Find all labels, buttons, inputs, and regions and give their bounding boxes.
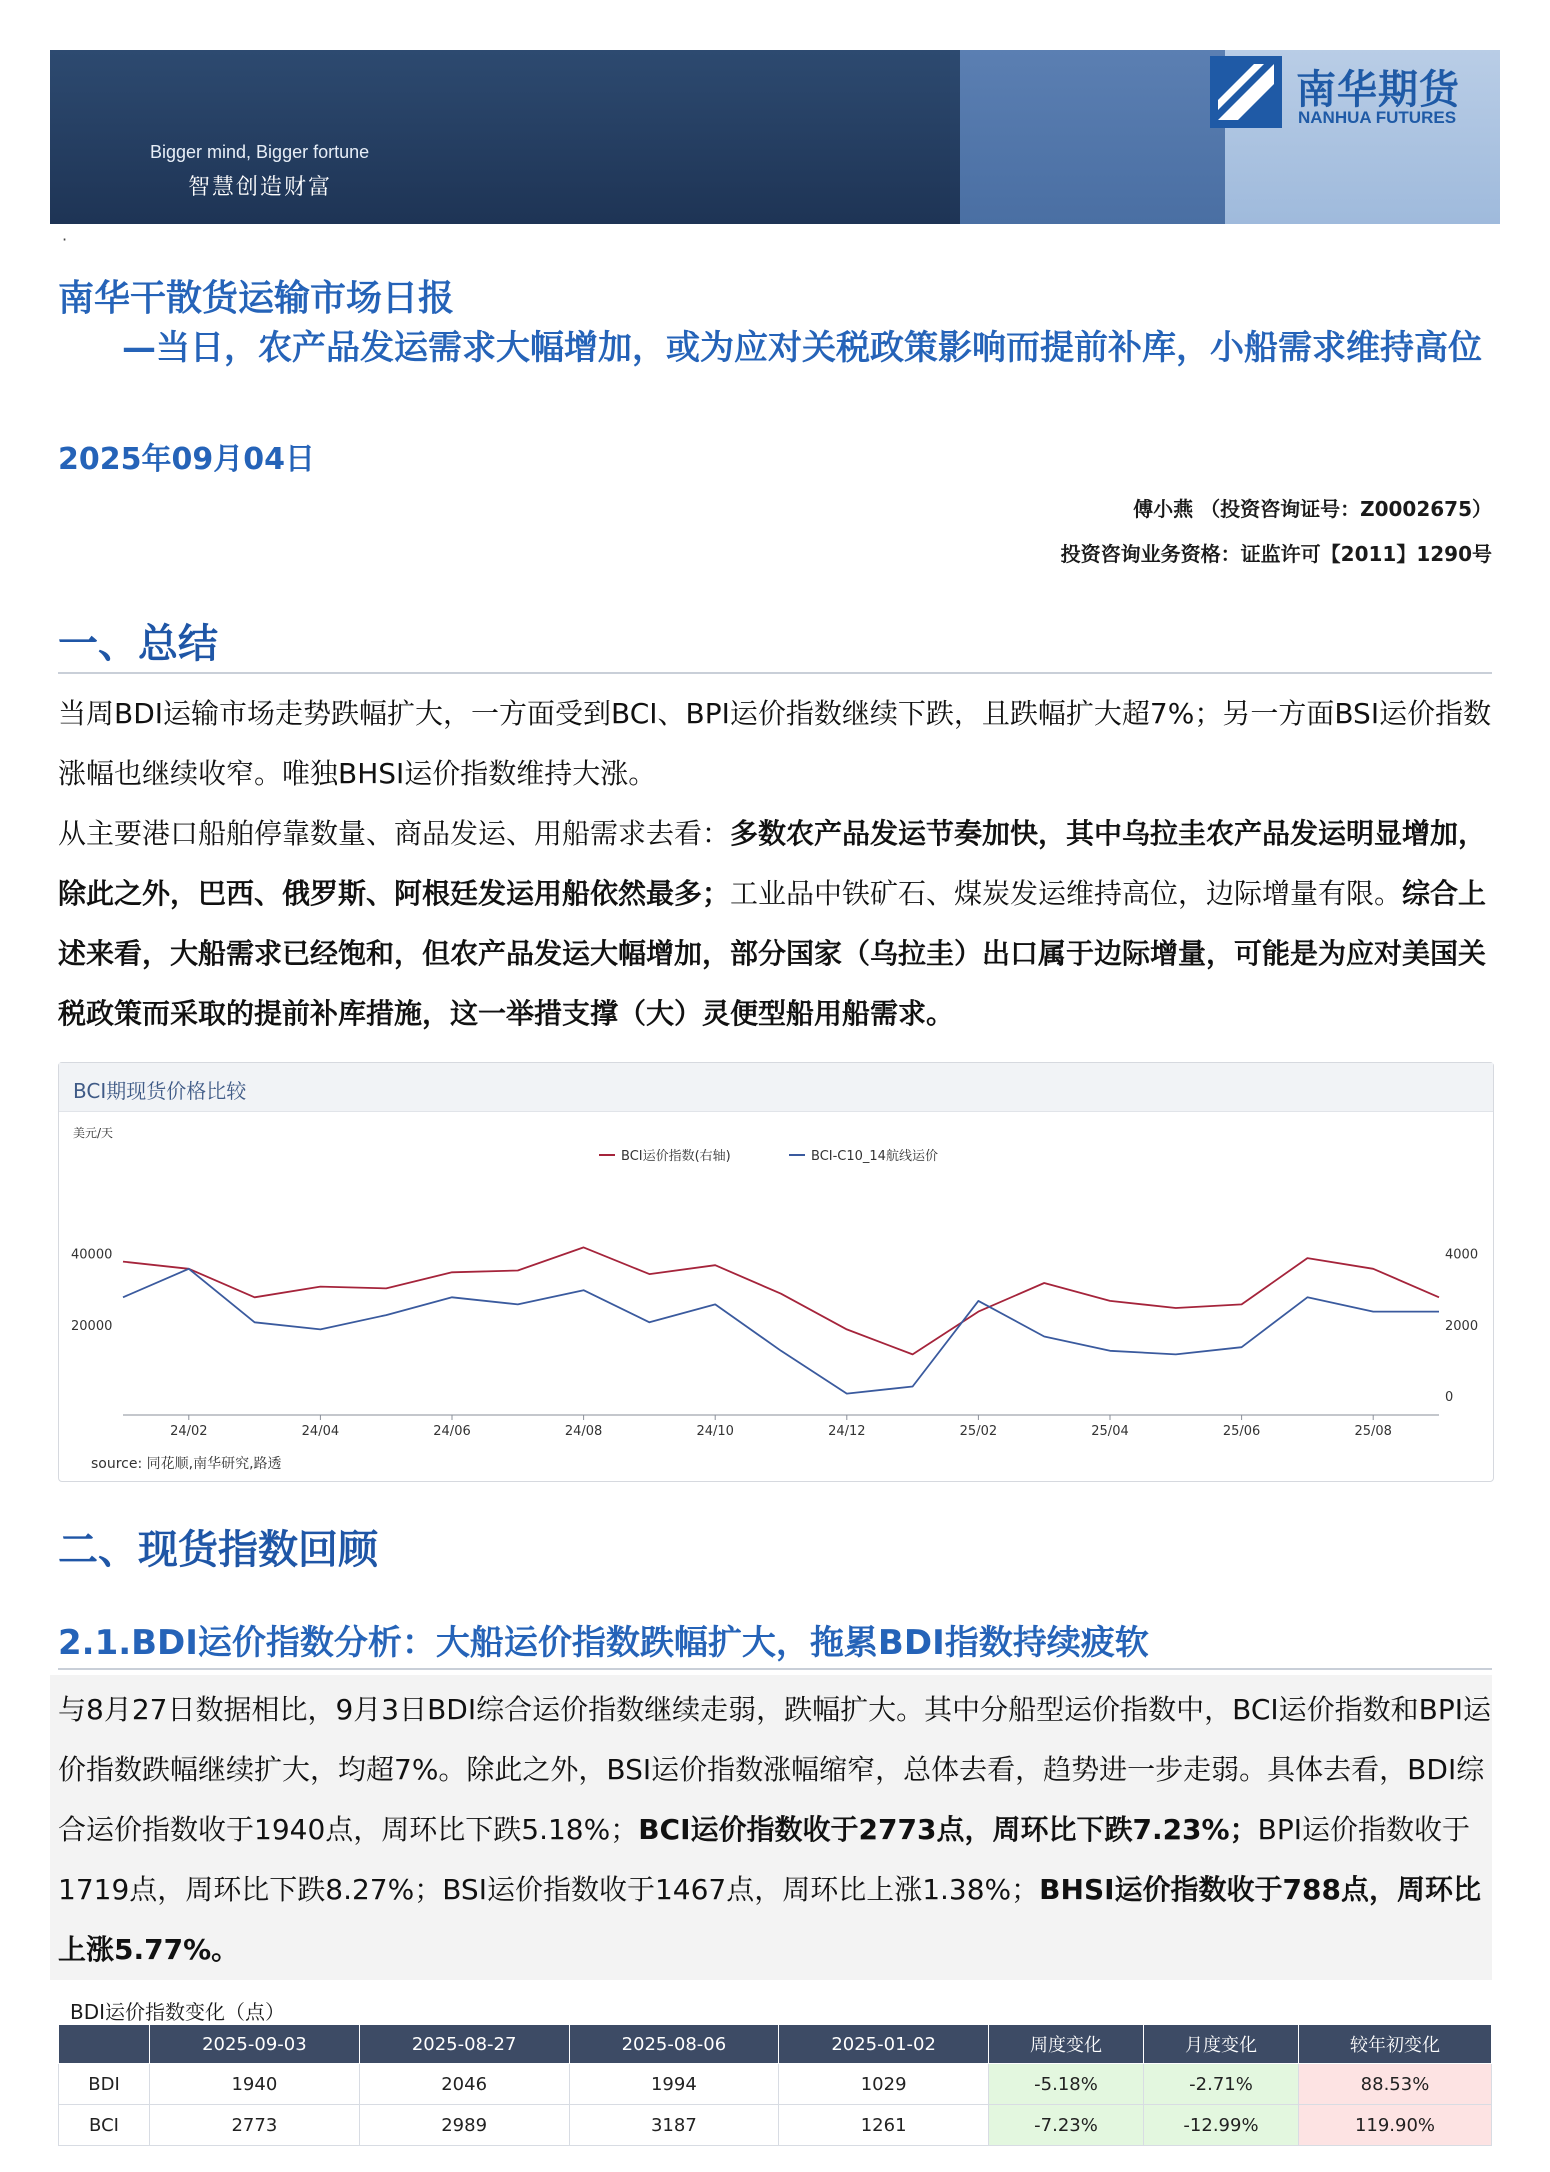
license-line: 投资咨询业务资格：证监许可【2011】1290号 xyxy=(1060,542,1492,566)
table-cell: 1029 xyxy=(779,2064,989,2105)
s2-bold2: BHSI运价指数收于788点，周环比上涨5.77%。 xyxy=(58,1873,1481,1966)
table-header-cell: 2025-08-27 xyxy=(359,2025,569,2064)
right-tick-label: 0 xyxy=(1445,1390,1454,1406)
table-header-cell: 较年初变化 xyxy=(1299,2025,1492,2064)
section1-heading: 一、总结 xyxy=(58,621,218,667)
logo-text-en: NANHUA FUTURES xyxy=(1298,108,1457,127)
table-cell-change: -5.18% xyxy=(989,2064,1144,2105)
left-tick-label: 40000 xyxy=(71,1247,113,1263)
table-cell: 1994 xyxy=(569,2064,779,2105)
table-cell: 2773 xyxy=(150,2105,360,2146)
table-cell-label: BDI xyxy=(59,2064,150,2105)
table-cell: 2989 xyxy=(359,2105,569,2146)
table-header-cell: 2025-08-06 xyxy=(569,2025,779,2064)
x-tick-label: 24/04 xyxy=(301,1424,340,1439)
table-cell-change: -12.99% xyxy=(1144,2105,1299,2146)
table-row xyxy=(59,2064,1492,2105)
section1-paragraph2 xyxy=(58,804,1498,1044)
table-header-cell xyxy=(59,2025,150,2064)
series-line-1 xyxy=(123,1269,1439,1394)
table-header-cell: 周度变化 xyxy=(989,2025,1144,2064)
company-logo xyxy=(1208,54,1458,134)
series-line-0 xyxy=(123,1247,1439,1354)
p2-lead: 从主要港口船舶停靠数量、商品发运、用船需求去看： xyxy=(58,817,731,850)
table-caption: BDI运价指数变化（点） xyxy=(70,2000,286,2024)
chart-panel-title: BCI期现货价格比较 xyxy=(73,1079,247,1103)
bci-line-chart xyxy=(59,1111,1493,1451)
p2-bold2: 综合上述来看，大船需求已经饱和，但农产品发运大幅增加，部分国家（乌拉圭）出口属于边际增量，可能是为应对美国关税政策而采取的提前补库措施，这一举措支撑（大）灵便型船用船需求。 xyxy=(58,877,1487,1030)
report-title: 南华干散货运输市场日报 xyxy=(58,278,455,319)
section2-rule xyxy=(58,1668,1492,1670)
logo-mark-icon xyxy=(1208,54,1284,130)
table-header-cell: 月度变化 xyxy=(1144,2025,1299,2064)
page-marker: · xyxy=(62,230,68,249)
report-subtitle xyxy=(58,322,1498,375)
chart-panel-header xyxy=(59,1063,1493,1112)
right-tick-label: 2000 xyxy=(1445,1318,1479,1334)
table-header-cell: 2025-09-03 xyxy=(150,2025,360,2064)
author-line: 傅小燕 （投资咨询证号：Z0002675） xyxy=(1133,497,1492,521)
legend-label: BCI运价指数(右轴) xyxy=(621,1149,731,1164)
table-cell-change: 119.90% xyxy=(1299,2105,1492,2146)
table-header-row xyxy=(59,2025,1492,2064)
s2-bold1: BCI运价指数收于2773点，周环比下跌7.23%； xyxy=(638,1813,1258,1846)
table-cell: 1261 xyxy=(779,2105,989,2146)
section2-heading: 二、现货指数回顾 xyxy=(58,1527,378,1573)
x-tick-label: 25/04 xyxy=(1091,1424,1129,1439)
table-cell-label: BCI xyxy=(59,2105,150,2146)
x-tick-label: 24/02 xyxy=(170,1424,208,1439)
table-cell: 2046 xyxy=(359,2064,569,2105)
logo-text-cn: 南华期货 xyxy=(1296,67,1460,113)
table-cell-change: -7.23% xyxy=(989,2105,1144,2146)
x-tick-label: 24/06 xyxy=(433,1424,471,1439)
x-tick-label: 25/06 xyxy=(1222,1424,1261,1439)
table-header-cell: 2025-01-02 xyxy=(779,2025,989,2064)
table-cell-change: -2.71% xyxy=(1144,2064,1299,2105)
table-cell: 3187 xyxy=(569,2105,779,2146)
table-row xyxy=(59,2105,1492,2146)
p2-bold1: 多数农产品发运节奏加快，其中乌拉圭农产品发运明显增加，除此之外，巴西、俄罗斯、阿根廷发运用船依然最多； xyxy=(58,817,1487,910)
s2-normal1: 与8月27日数据相比，9月3日BDI综合运价指数继续走弱，跌幅扩大。其中分船型运价指数中，BCI运价指数和BPI运价指数跌幅继续扩大，均超7%。除此之外，BSI运价指数涨幅缩窄，总体去看，趋势进一步走弱。具体去看，BDI综合运价指数收于1940点，周环比下跌5.18%； xyxy=(58,1693,1491,1846)
report-date: 2025年09月04日 xyxy=(58,442,315,477)
slogan-cn: 智慧创造财富 xyxy=(188,175,333,200)
section2-subheading: 2.1.BDI运价指数分析：大船运价指数跌幅扩大，拖累BDI指数持续疲软 xyxy=(58,1623,1149,1663)
legend-label: BCI-C10_14航线运价 xyxy=(811,1149,938,1164)
right-tick-label: 4000 xyxy=(1445,1247,1479,1263)
x-tick-label: 24/10 xyxy=(696,1424,734,1439)
section1-paragraph1: 当周BDI运输市场走势跌幅扩大，一方面受到BCI、BPI运价指数继续下跌，且跌幅扩大超7%；另一方面BSI运价指数涨幅也继续收窄。唯独BHSI运价指数维持大涨。 xyxy=(58,697,1492,790)
left-tick-label: 20000 xyxy=(71,1318,113,1334)
x-tick-label: 24/08 xyxy=(564,1424,603,1439)
table-cell-change: 88.53% xyxy=(1299,2064,1492,2105)
x-tick-label: 25/08 xyxy=(1354,1424,1392,1439)
x-tick-label: 25/02 xyxy=(959,1424,998,1439)
banner-panel-mid xyxy=(960,50,1225,224)
s2-normal2: BPI运价指数收于1719点，周环比下跌8.27%；BSI运价指数收于1467点，周环比上涨1.38%； xyxy=(58,1813,1470,1906)
section2-paragraph xyxy=(58,1680,1498,1980)
chart-source: source: 同花顺,南华研究,路透 xyxy=(91,1456,282,1472)
left-axis-unit: 美元/天 xyxy=(73,1126,114,1140)
x-tick-label: 24/12 xyxy=(828,1424,866,1439)
report-subtitle-text: —当日，农产品发运需求大幅增加，或为应对关税政策影响而提前补库，小船需求维持高位 xyxy=(122,328,1482,368)
chart-panel xyxy=(58,1062,1494,1482)
table-cell: 1940 xyxy=(150,2064,360,2105)
p2-normal: 工业品中铁矿石、煤炭发运维持高位，边际增量有限。 xyxy=(730,877,1403,910)
slogan-en: Bigger mind, Bigger fortune xyxy=(150,142,370,162)
bdi-index-table xyxy=(58,2024,1492,2146)
section1-rule xyxy=(58,672,1492,674)
